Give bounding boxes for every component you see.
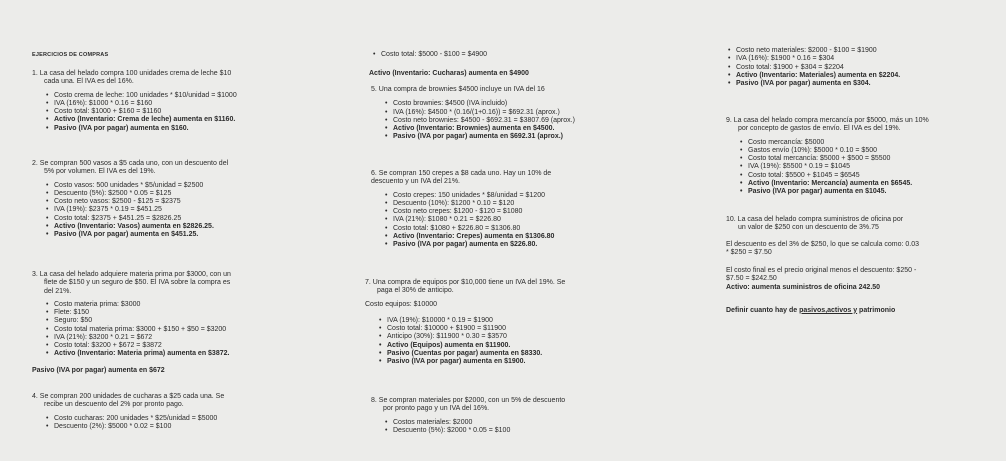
- exercise-2-question-cont: 5% por volumen. El IVA es del 19%.: [44, 168, 156, 176]
- exercise-10: [726, 216, 919, 315]
- list-item: • Gastos envío (10%): $5000 * 0.10 = $500: [726, 147, 929, 155]
- list-item: • Costo total: $2375 + $451.25 = $2826.25: [32, 215, 228, 223]
- exercise-4-activo: Activo (Inventario: Cucharas) aumenta en $4900: [369, 70, 529, 77]
- exercise-3-question-cont: flete de $150 y un seguro de $50. El IVA sobre la compra es: [44, 279, 231, 287]
- exercise-8-question: 8. Se compran materiales por $2000, con un 5% de descuento: [371, 397, 566, 404]
- list-item: • Activo (Inventario: Materia prima) aumenta en $3872.: [32, 350, 231, 358]
- list-item: • Costo materia prima: $3000: [32, 301, 231, 309]
- exercise-3-question: 3. La casa del helado adquiere materia prima por $3000, con un: [32, 271, 231, 278]
- list-item: • Costo total: $1080 + $226.80 = $1306.80: [371, 225, 554, 233]
- list-item: • Anticipo (30%): $11900 * 0.30 = $3570: [365, 333, 565, 341]
- list-item: • IVA (16%): $4500 * (0.16/(1+0.16)) = $692.31 (aprox.): [371, 109, 575, 117]
- exercise-10-question-cont: un valor de $250 con un descuento de 3%.75: [738, 224, 879, 232]
- exercise-4-continued: [359, 51, 487, 59]
- exercise-4-question-cont: recibe un descuento del 2% por pronto pago.: [44, 401, 184, 409]
- exercise-2-question: 2. Se compran 500 vasos a $5 cada uno, con un descuento del: [32, 160, 229, 167]
- instruction-part: Definir cuanto hay de: [726, 306, 800, 314]
- list-item: • Descuento (2%): $5000 * 0.02 = $100: [32, 423, 224, 431]
- exercise-10-line: El descuento es del 3% de $250, lo que se calcula como: 0.03: [726, 240, 920, 248]
- list-item: • IVA (16%): $1000 * 0.16 = $160: [32, 100, 237, 108]
- list-item: • Pasivo (IVA por pagar) aumenta en $160.: [32, 125, 237, 133]
- list-item: • Activo (Inventario: Vasos) aumenta en $2826.25.: [32, 223, 228, 231]
- list-item: • Costo total materia prima: $3000 + $150 + $50 = $3200: [32, 326, 231, 334]
- list-item: • Activo (Equipos) aumenta en $11900.: [365, 342, 565, 350]
- list-item: • Costo total: $1900 + $304 = $2204: [714, 64, 900, 72]
- instruction-underlined: pasivos,activos y: [799, 306, 858, 314]
- exercise-4-question: 4. Se compran 200 unidades de cucharas a $25 cada una. Se: [32, 393, 225, 400]
- instruction-part: patrimonio: [857, 306, 896, 314]
- list-item: • Costo brownies: $4500 (IVA incluido): [371, 100, 575, 108]
- list-item: • Activo (Inventario: Brownies) aumenta en $4500.: [371, 125, 575, 133]
- document-title: EJERCICIOS DE COMPRAS: [32, 52, 109, 58]
- list-item: • Pasivo (IVA por pagar) aumenta en $451.25.: [32, 231, 228, 239]
- list-item: • IVA (21%): $1080 * 0.21 = $226.80: [371, 216, 554, 224]
- exercise-10-line: * $250 = $7.50: [726, 248, 772, 256]
- exercise-3: [32, 271, 231, 375]
- exercise-6: [371, 170, 554, 249]
- list-item: • Costo neto brownies: $4500 - $692.31 = $3807.69 (aprox.): [371, 117, 575, 125]
- list-item: • Costo mercancía: $5000: [726, 139, 929, 147]
- exercise-4: [32, 393, 224, 431]
- list-item: • Pasivo (IVA por pagar) aumenta en $692.31 (aprox.): [371, 133, 575, 141]
- exercise-5: [371, 86, 575, 142]
- list-item: • Descuento (10%): $1200 * 0.10 = $120: [371, 200, 554, 208]
- list-item: • Costo crema de leche: 100 unidades * $10/unidad = $1000: [32, 92, 237, 100]
- list-item: • Costo total mercancía: $5000 + $500 = $5500: [726, 155, 929, 163]
- exercise-2: [32, 160, 228, 239]
- exercise-6-question: 6. Se compran 150 crepes a $8 cada uno. Hay un 10% de: [371, 170, 552, 177]
- list-item: • IVA (19%): $5500 * 0.19 = $1045: [726, 163, 929, 171]
- exercise-6-question-cont: descuento y un IVA del 21%.: [371, 178, 460, 186]
- exercise-9: [726, 117, 929, 196]
- list-item: • Costo neto crepes: $1200 - $120 = $1080: [371, 208, 554, 216]
- list-item: • Costo vasos: 500 unidades * $5/unidad = $2500: [32, 182, 228, 190]
- list-item: • Activo (Inventario: Mercancía) aumenta en $6545.: [726, 180, 929, 188]
- list-item: • IVA (16%): $1900 * 0.16 = $304: [714, 55, 900, 63]
- list-item: • Costo cucharas: 200 unidades * $25/unidad = $5000: [32, 415, 224, 423]
- list-item: • Costo neto vasos: $2500 - $125 = $2375: [32, 198, 228, 206]
- list-item: • Activo (Inventario: Crema de leche) aumenta en $1160.: [32, 116, 237, 124]
- list-item: • IVA (19%): $10000 * 0.19 = $1900: [365, 317, 565, 325]
- exercise-9-question-cont: por concepto de gastos de envío. El IVA es del 19%.: [738, 125, 901, 133]
- exercise-3-after: Pasivo (IVA por pagar) aumenta en $672: [32, 366, 165, 374]
- list-item: • Pasivo (IVA por pagar) aumenta en $304.: [714, 80, 900, 88]
- exercise-3-question-cont: del 21%.: [44, 287, 72, 295]
- exercise-7: [365, 279, 565, 366]
- exercise-1: [32, 70, 237, 133]
- exercise-10-line: El costo final es el precio original menos el descuento: $250 -: [726, 267, 917, 274]
- exercise-1-question-cont: cada una. El IVA es del 16%.: [44, 78, 134, 86]
- list-item: • Costo crepes: 150 unidades * $8/unidad = $1200: [371, 192, 554, 200]
- exercise-8: [371, 397, 565, 435]
- list-item: • Pasivo (IVA por pagar) aumenta en $226.80.: [371, 241, 554, 249]
- list-item: • Flete: $150: [32, 309, 231, 317]
- list-item: • IVA (21%): $3200 * 0.21 = $672: [32, 334, 231, 342]
- exercise-7-head: Costo equipos: $10000: [365, 300, 437, 308]
- list-item: • Costo total: $5000 - $100 = $4900: [359, 51, 487, 59]
- list-item: • Costo total: $10000 + $1900 = $11900: [365, 325, 565, 333]
- list-item: • Descuento (5%): $2500 * 0.05 = $125: [32, 190, 228, 198]
- list-item: • Pasivo (IVA por pagar) aumenta en $1900.: [365, 358, 565, 366]
- exercise-8-continued: [714, 47, 900, 88]
- list-item: • Seguro: $50: [32, 317, 231, 325]
- exercise-7-question: 7. Una compra de equipos por $10,000 tiene un IVA del 19%. Se: [365, 279, 566, 286]
- exercise-10-instruction: [726, 307, 919, 315]
- list-item: • Pasivo (Cuentas por pagar) aumenta en $8330.: [365, 350, 565, 358]
- exercise-10-activo: Activo: aumenta suministros de oficina 242.50: [726, 283, 881, 291]
- list-item: • Costo total: $5500 + $1045 = $6545: [726, 172, 929, 180]
- list-item: • Costo total: $1000 + $160 = $1160: [32, 108, 237, 116]
- exercise-8-question-cont: por pronto pago y un IVA del 16%.: [383, 405, 490, 413]
- list-item: • IVA (19%): $2375 * 0.19 = $451.25: [32, 206, 228, 214]
- exercise-10-line: $7.50 = $242.50: [726, 275, 777, 283]
- exercise-7-question-cont: paga el 30% de anticipo.: [377, 287, 454, 295]
- exercise-10-question: 10. La casa del helado compra suministros de oficina por: [726, 216, 904, 223]
- list-item: • Costo total: $3200 + $672 = $3872: [32, 342, 231, 350]
- list-item: • Activo (Inventario: Materiales) aumenta en $2204.: [714, 72, 900, 80]
- list-item: • Costo neto materiales: $2000 - $100 = $1900: [714, 47, 900, 55]
- list-item: • Costos materiales: $2000: [371, 419, 565, 427]
- exercise-9-question: 9. La casa del helado compra mercancía por $5000, más un 10%: [726, 117, 929, 124]
- exercise-5-question: 5. Una compra de brownies $4500 incluye un IVA del 16: [371, 86, 545, 93]
- list-item: • Descuento (5%): $2000 * 0.05 = $100: [371, 427, 565, 435]
- list-item: • Activo (Inventario: Crepes) aumenta en $1306.80: [371, 233, 554, 241]
- exercise-1-question: 1. La casa del helado compra 100 unidades crema de leche $10: [32, 70, 232, 77]
- list-item: • Pasivo (IVA por pagar) aumenta en $1045.: [726, 188, 929, 196]
